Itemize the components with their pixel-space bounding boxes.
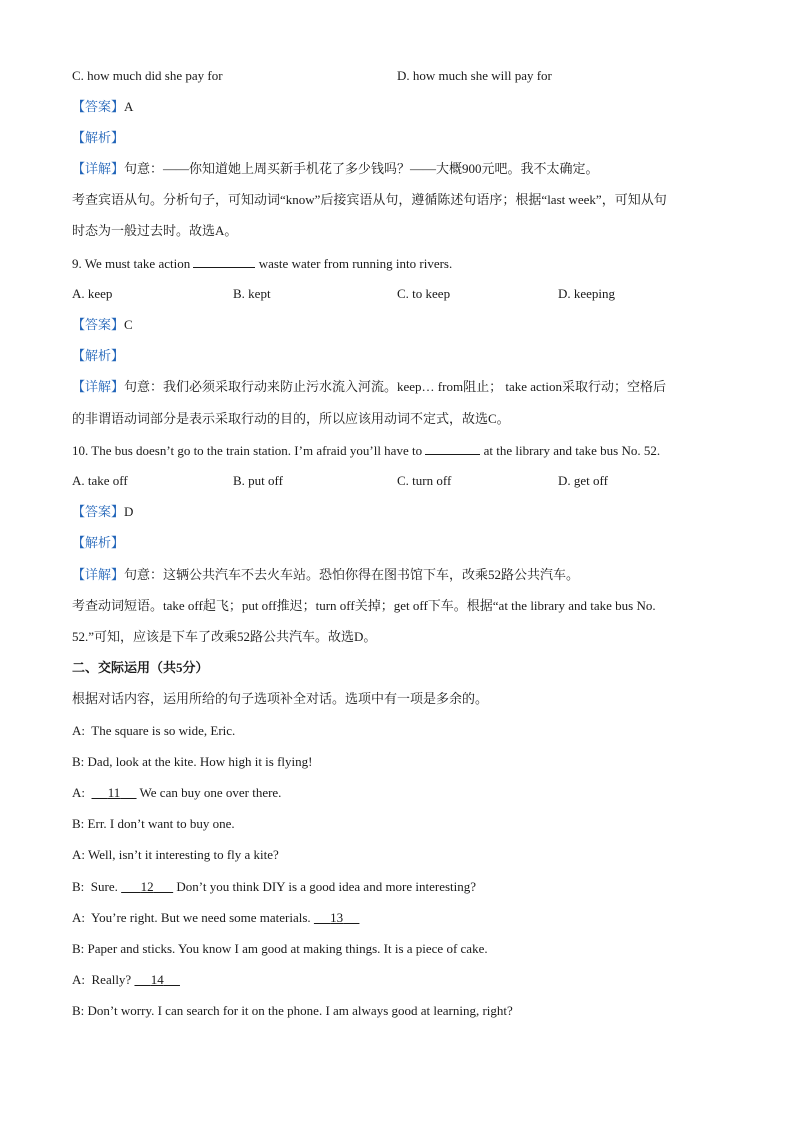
- detail-line: [72, 566, 579, 584]
- dialogue-blank: [92, 785, 137, 800]
- dialogue-line: [72, 940, 488, 958]
- detail-line: [72, 378, 666, 396]
- detail-text: 句意：——你知道她上周买新手机花了多少钱吗？——大概900元吧。我不太确定。: [124, 161, 599, 176]
- detail-text: 52.”可知，应该是下车了改乘52路公共汽车。故选D。: [72, 629, 377, 644]
- detail-text: 时态为一般过去时。故选A。: [72, 223, 238, 238]
- detail-text: 考查动词短语。take off起飞；put off推迟；turn off关掉；get off下车。根据“at the library and take bus No.: [72, 598, 656, 613]
- dialogue-line: [72, 753, 313, 771]
- dialogue-blank: [121, 879, 173, 894]
- option-b: B. put off: [233, 473, 283, 488]
- speaker: B:: [72, 816, 85, 831]
- answer-tag: 【答案】: [72, 504, 125, 519]
- detail-text: 句意：我们必须采取行动来防止污水流入河流。keep… from阻止； take action采取行动；空格后: [124, 379, 666, 394]
- detail-text: 考查宾语从句。分析句子，可知动词“know”后接宾语从句，遵循陈述句语序；根据“last week”，可知从句: [72, 192, 667, 207]
- speaker: B:: [72, 1003, 85, 1018]
- dialogue-text: Don’t you think DIY is a good idea and more interesting?: [176, 879, 477, 894]
- detail-tag: 【详解】: [72, 567, 125, 582]
- answer-line: [72, 503, 133, 521]
- answer-line: [72, 316, 133, 334]
- dialogue-line: [72, 971, 180, 989]
- answer-value: C: [124, 317, 133, 332]
- section-heading: 二、交际运用（共5分）: [72, 660, 209, 675]
- dialogue-text: Err. I don’t want to buy one.: [87, 816, 235, 831]
- dialogue-text: The square is so wide, Eric.: [91, 723, 236, 738]
- dialogue-line: [72, 722, 235, 740]
- dialogue-blank: [314, 910, 360, 925]
- dialogue-line: [72, 846, 279, 864]
- speaker: B:: [72, 879, 85, 894]
- dialogue-text: Don’t worry. I can search for it on the phone. I am always good at learning, right?: [87, 1003, 513, 1018]
- option-c: C. to keep: [397, 286, 451, 301]
- speaker: B:: [72, 941, 85, 956]
- dialogue-line: [72, 815, 235, 833]
- detail-text: 句意：这辆公共汽车不去火车站。恐怕你得在图书馆下车，改乘52路公共汽车。: [124, 567, 580, 582]
- analysis-tag: 【解析】: [72, 535, 125, 550]
- dialogue-line: [72, 1002, 513, 1020]
- option-c: C. how much did she pay for: [72, 68, 223, 83]
- speaker: A:: [72, 847, 85, 862]
- blank-number: 11: [107, 785, 121, 800]
- speaker: A:: [72, 972, 85, 987]
- option-a: A. take off: [72, 473, 128, 488]
- dialogue-text: We can buy one over there.: [139, 785, 282, 800]
- dialogue-prefix: Sure.: [90, 879, 118, 894]
- answer-value: D: [124, 504, 134, 519]
- speaker: A:: [72, 910, 85, 925]
- analysis-tag: 【解析】: [72, 348, 125, 363]
- dialogue-line: [72, 909, 359, 927]
- dialogue-text: Dad, look at the kite. How high it is flying!: [87, 754, 313, 769]
- blank-number: 12: [140, 879, 154, 894]
- answer-blank: [425, 441, 480, 455]
- answer-tag: 【答案】: [72, 317, 125, 332]
- option-d: D. keeping: [558, 286, 616, 301]
- answer-line: [72, 98, 133, 116]
- stem-after: at the library and take bus No. 52.: [483, 443, 661, 458]
- dialogue-blank: [134, 972, 180, 987]
- option-a: A. keep: [72, 286, 113, 301]
- stem-before: 9. We must take action: [72, 256, 191, 271]
- dialogue-prefix: Really?: [91, 972, 132, 987]
- option-c: C. turn off: [397, 473, 452, 488]
- speaker: B:: [72, 754, 85, 769]
- dialogue-prefix: You’re right. But we need some materials.: [91, 910, 311, 925]
- option-b: B. kept: [233, 286, 271, 301]
- option-d: D. get off: [558, 473, 608, 488]
- dialogue-line: [72, 878, 476, 896]
- analysis-tag: 【解析】: [72, 130, 125, 145]
- detail-line: [72, 160, 599, 178]
- stem-after: waste water from running into rivers.: [258, 256, 453, 271]
- answer-blank: [193, 254, 255, 268]
- dialogue-line: [72, 784, 281, 802]
- question-stem: [72, 441, 660, 460]
- detail-text: 的非谓语动词部分是表示采取行动的目的，所以应该用动词不定式，故选C。: [72, 411, 510, 426]
- answer-value: A: [124, 99, 134, 114]
- section-instruction: 根据对话内容，运用所给的句子选项补全对话。选项中有一项是多余的。: [72, 691, 489, 706]
- answer-tag: 【答案】: [72, 99, 125, 114]
- detail-tag: 【详解】: [72, 161, 125, 176]
- blank-number: 13: [330, 910, 344, 925]
- stem-before: 10. The bus doesn’t go to the train station. I’m afraid you’ll have to: [72, 443, 423, 458]
- detail-tag: 【详解】: [72, 379, 125, 394]
- blank-number: 14: [150, 972, 164, 987]
- option-d: D. how much she will pay for: [397, 68, 552, 83]
- dialogue-text: Paper and sticks. You know I am good at making things. It is a piece of cake.: [87, 941, 488, 956]
- speaker: A:: [72, 723, 85, 738]
- speaker: A:: [72, 785, 85, 800]
- question-stem: [72, 254, 452, 273]
- dialogue-text: Well, isn’t it interesting to fly a kite?: [88, 847, 279, 862]
